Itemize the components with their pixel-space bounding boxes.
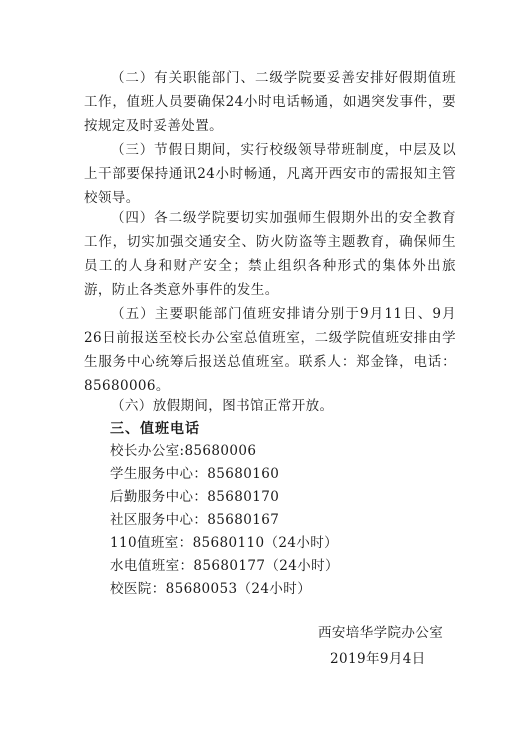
contact-logistics-service: 后勤服务中心：85680170 (110, 489, 280, 505)
contact-student-service: 学生服务中心：85680160 (110, 466, 280, 482)
paragraph-schedule-submission: （五）主要职能部门值班安排请分别于9月11日、9月26日前报送至校长办公室总值班室，二级学院值班安排由学生服务中心统筹后报送总值班室。联系人：郑金锋，电话：85680006。 (84, 306, 456, 394)
paragraph-duty-departments: （二）有关职能部门、二级学院要妥善安排好假期值班工作，值班人员要确保24小时电话畅通，如遇突发事件，要按规定及时妥善处置。 (84, 70, 456, 134)
signature-date: 2019年9月4日 (330, 651, 426, 667)
contact-president-office: 校长办公室:85680006 (110, 443, 257, 459)
signature-organization: 西安培华学院办公室 (318, 625, 444, 641)
section-heading-duty-phones: 三、值班电话 (110, 421, 200, 437)
paragraph-leadership-duty: （三）节假日期间，实行校级领导带班制度，中层及以上干部要保持通讯24小时畅通，凡离开西安市的需报知主管校领导。 (84, 142, 456, 206)
duty-phone-list (110, 440, 339, 601)
paragraph-safety-education: （四）各二级学院要切实加强师生假期外出的安全教育工作，切实加强交通安全、防火防盗等主题教育，确保师生员工的人身和财产安全；禁止组织各种形式的集体外出旅游，防止各类意外事件的发生。 (84, 210, 456, 298)
contact-clinic: 校医院：85680053（24小时） (110, 581, 312, 597)
contact-utilities-duty-room: 水电值班室：85680177（24小时） (110, 558, 339, 574)
paragraph-library: （六）放假期间，图书馆正常开放。 (111, 398, 334, 414)
contact-community-service: 社区服务中心：85680167 (110, 512, 280, 528)
contact-110-duty-room: 110值班室：85680110（24小时） (110, 535, 339, 551)
